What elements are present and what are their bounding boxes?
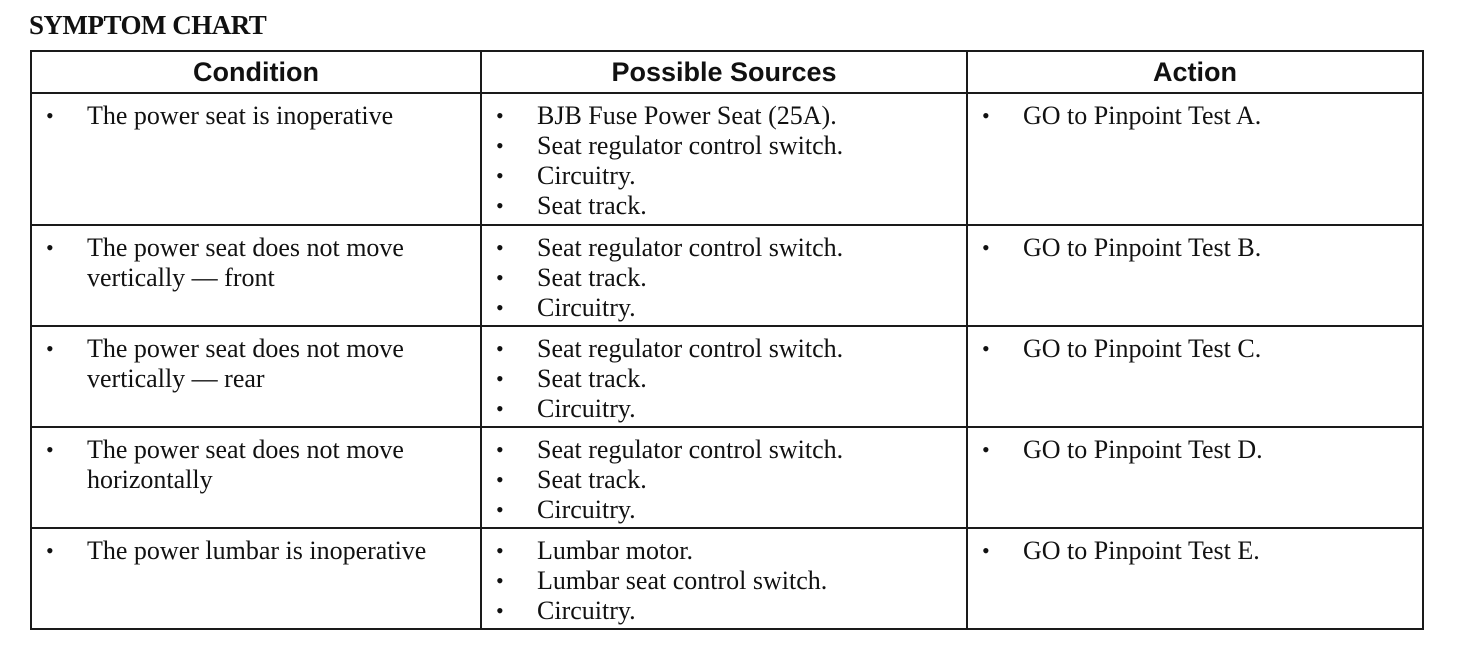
source-item: • BJB Fuse Power Seat (25A). bbox=[482, 101, 958, 131]
condition-text: • The power seat is inoperative bbox=[32, 101, 472, 131]
symptom-chart-table bbox=[30, 50, 1424, 630]
source-item: • Circuitry. bbox=[482, 161, 958, 191]
action-cell bbox=[967, 225, 1423, 326]
sources-cell bbox=[481, 528, 967, 629]
source-item: • Circuitry. bbox=[482, 495, 958, 525]
source-item: • Lumbar motor. bbox=[482, 536, 958, 566]
header-condition: Condition bbox=[31, 51, 481, 93]
condition-cell bbox=[31, 326, 481, 427]
source-item: • Seat track. bbox=[482, 364, 958, 394]
source-item: • Seat regulator control switch. bbox=[482, 233, 958, 263]
table-row bbox=[31, 326, 1423, 427]
source-item: • Circuitry. bbox=[482, 293, 958, 323]
action-text: • GO to Pinpoint Test A. bbox=[968, 101, 1414, 131]
table-row bbox=[31, 528, 1423, 629]
action-text: • GO to Pinpoint Test C. bbox=[968, 334, 1414, 364]
condition-cell bbox=[31, 93, 481, 225]
source-item: • Seat track. bbox=[482, 465, 958, 495]
source-item: • Lumbar seat control switch. bbox=[482, 566, 958, 596]
action-cell bbox=[967, 528, 1423, 629]
page-title: SYMPTOM CHART bbox=[29, 10, 267, 40]
source-item: • Circuitry. bbox=[482, 394, 958, 424]
header-action: Action bbox=[967, 51, 1423, 93]
source-item: • Seat track. bbox=[482, 263, 958, 293]
action-cell bbox=[967, 427, 1423, 528]
condition-text: • The power seat does not move vertically — rear bbox=[32, 334, 472, 394]
table-header-row bbox=[31, 51, 1423, 93]
source-item: • Seat regulator control switch. bbox=[482, 131, 958, 161]
condition-cell bbox=[31, 225, 481, 326]
sources-cell bbox=[481, 427, 967, 528]
sources-cell bbox=[481, 225, 967, 326]
source-item: • Seat regulator control switch. bbox=[482, 334, 958, 364]
source-item: • Circuitry. bbox=[482, 596, 958, 626]
source-item: • Seat track. bbox=[482, 191, 958, 221]
condition-text: • The power seat does not move vertically — front bbox=[32, 233, 472, 293]
table-row bbox=[31, 427, 1423, 528]
action-text: • GO to Pinpoint Test B. bbox=[968, 233, 1414, 263]
condition-text: • The power seat does not move horizontally bbox=[32, 435, 472, 495]
sources-cell bbox=[481, 93, 967, 225]
action-text: • GO to Pinpoint Test E. bbox=[968, 536, 1414, 566]
header-possible-sources: Possible Sources bbox=[481, 51, 967, 93]
table-row bbox=[31, 93, 1423, 225]
action-text: • GO to Pinpoint Test D. bbox=[968, 435, 1414, 465]
condition-cell bbox=[31, 528, 481, 629]
condition-text: • The power lumbar is inoperative bbox=[32, 536, 472, 566]
action-cell bbox=[967, 93, 1423, 225]
source-item: • Seat regulator control switch. bbox=[482, 435, 958, 465]
table-row bbox=[31, 225, 1423, 326]
action-cell bbox=[967, 326, 1423, 427]
sources-cell bbox=[481, 326, 967, 427]
condition-cell bbox=[31, 427, 481, 528]
